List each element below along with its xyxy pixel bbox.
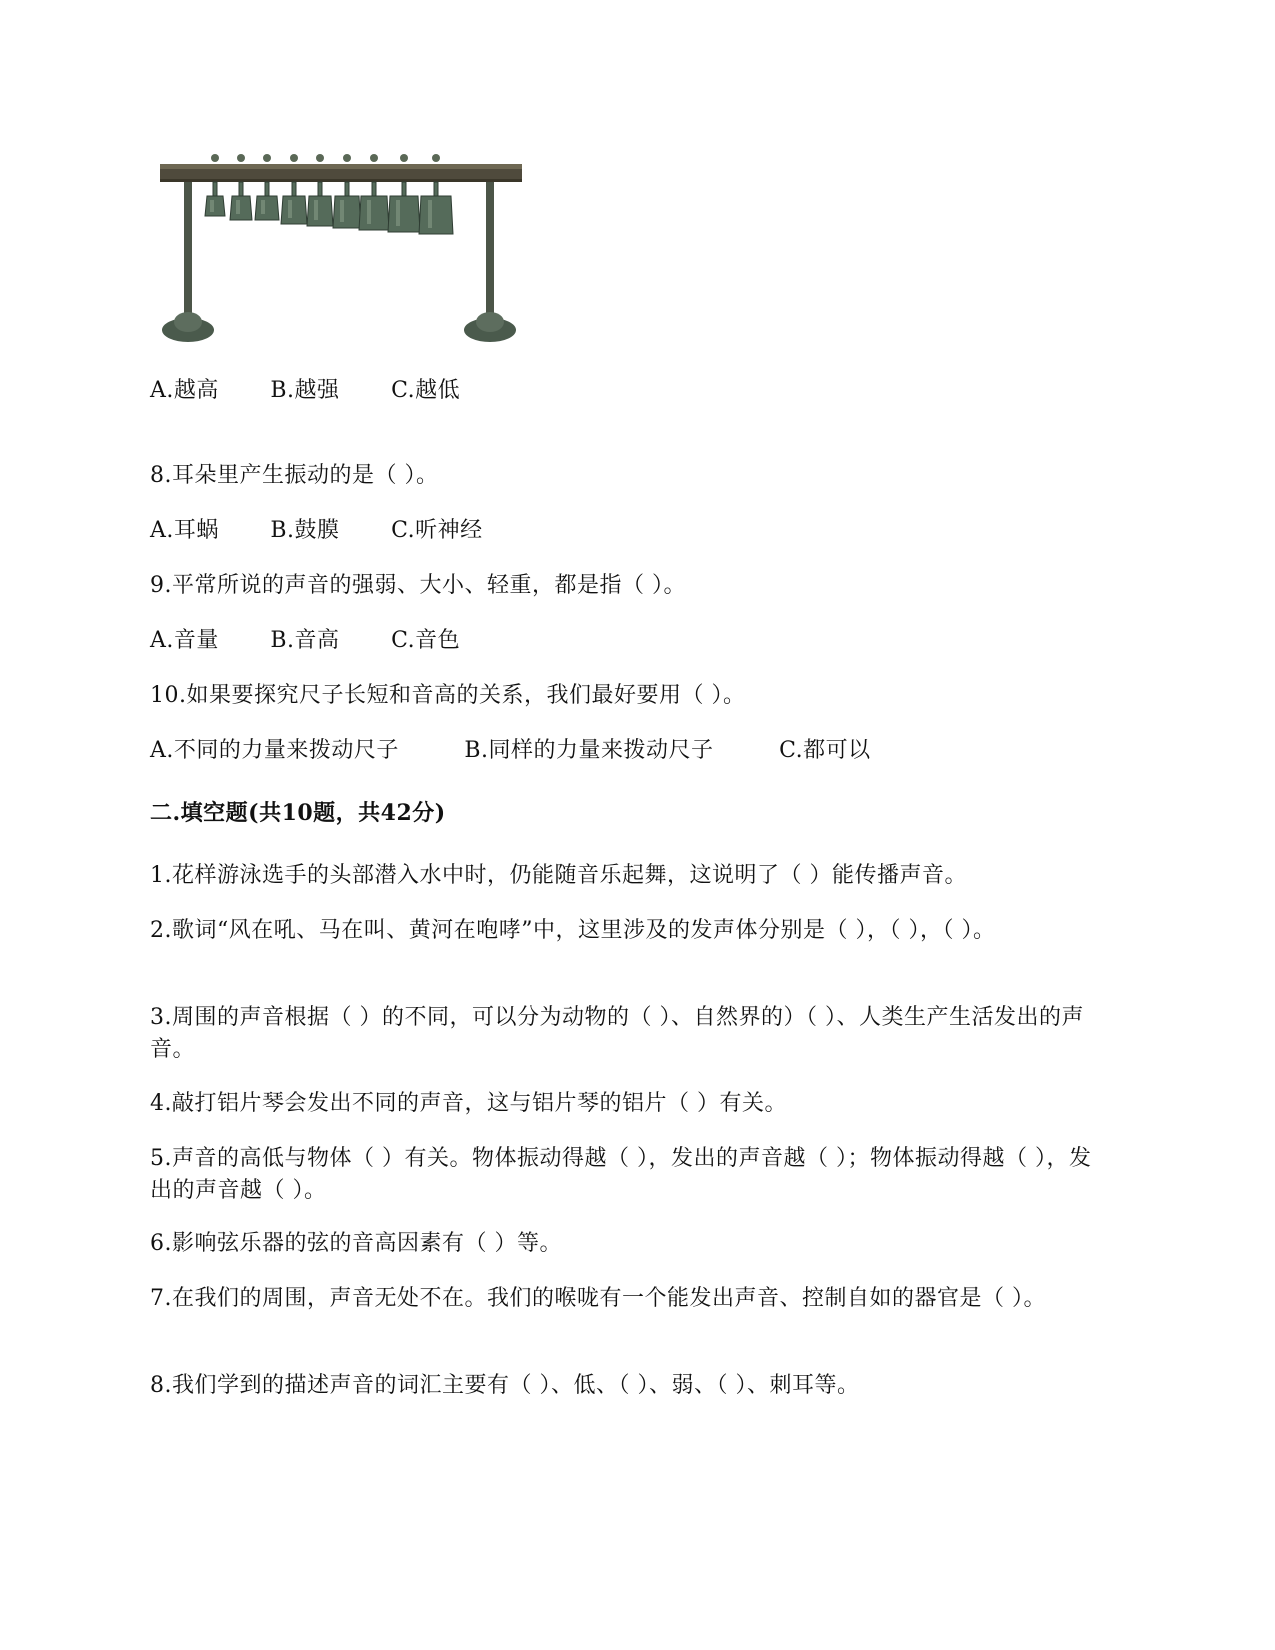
q9-option-a: A.音量: [150, 628, 219, 653]
fill-item-3: 3.周围的声音根据（ ）的不同，可以分为动物的（ ）、自然界的）（ ）、人类生产生活发出的声音。: [150, 1005, 1084, 1062]
q9-option-c: C.音色: [391, 628, 461, 653]
q8-options: [150, 515, 527, 547]
q10-options: [150, 735, 929, 767]
q8-option-b: B.鼓膜: [270, 518, 340, 543]
fill-item-4: 4.敲打铝片琴会发出不同的声音，这与铝片琴的铝片（ ）有关。: [150, 1091, 787, 1116]
q10-option-c: C.都可以: [779, 738, 871, 763]
q9-question: 9.平常所说的声音的强弱、大小、轻重，都是指（ ）。: [150, 573, 686, 598]
bianzhong-bells-image: [160, 150, 530, 350]
fill-item-8: 8.我们学到的描述声音的词汇主要有（ ）、低、（ ）、弱、（ ）、刺耳等。: [150, 1373, 860, 1398]
fill-item-6: 6.影响弦乐器的弦的音高因素有（ ）等。: [150, 1231, 562, 1256]
q10-question: 10.如果要探究尺子长短和音高的关系，我们最好要用（ ）。: [150, 683, 746, 708]
q9-option-b: B.音高: [270, 628, 340, 653]
q8-question: 8.耳朵里产生振动的是（ ）。: [150, 463, 439, 488]
fill-item-1: 1.花样游泳选手的头部潜入水中时，仍能随音乐起舞，这说明了（ ）能传播声音。: [150, 863, 967, 888]
q7-option-a: A.越高: [150, 378, 219, 403]
fill-item-7: 7.在我们的周围，声音无处不在。我们的喉咙有一个能发出声音、控制自如的器官是（ ）。: [150, 1286, 1046, 1311]
q10-option-b: B.同样的力量来拨动尺子: [464, 738, 714, 763]
fill-item-2: 2.歌词“风在吼、马在叫、黄河在咆哮”中，这里涉及的发声体分别是（ ），（ ），（ ）。: [150, 918, 996, 943]
q9-options: [150, 625, 504, 657]
q8-option-c: C.听神经: [391, 518, 483, 543]
q10-option-a: A.不同的力量来拨动尺子: [150, 738, 399, 763]
q7-option-b: B.越强: [270, 378, 340, 403]
q8-option-a: A.耳蜗: [150, 518, 219, 543]
q7-option-c: C.越低: [391, 378, 461, 403]
q7-options: [150, 375, 504, 407]
section2-heading: 二.填空题(共10题，共42分): [150, 800, 446, 826]
fill-item-5: 5.声音的高低与物体（ ）有关。物体振动得越（ ），发出的声音越（ ）；物体振动得越（ ），发出的声音越（ ）。: [150, 1146, 1092, 1203]
